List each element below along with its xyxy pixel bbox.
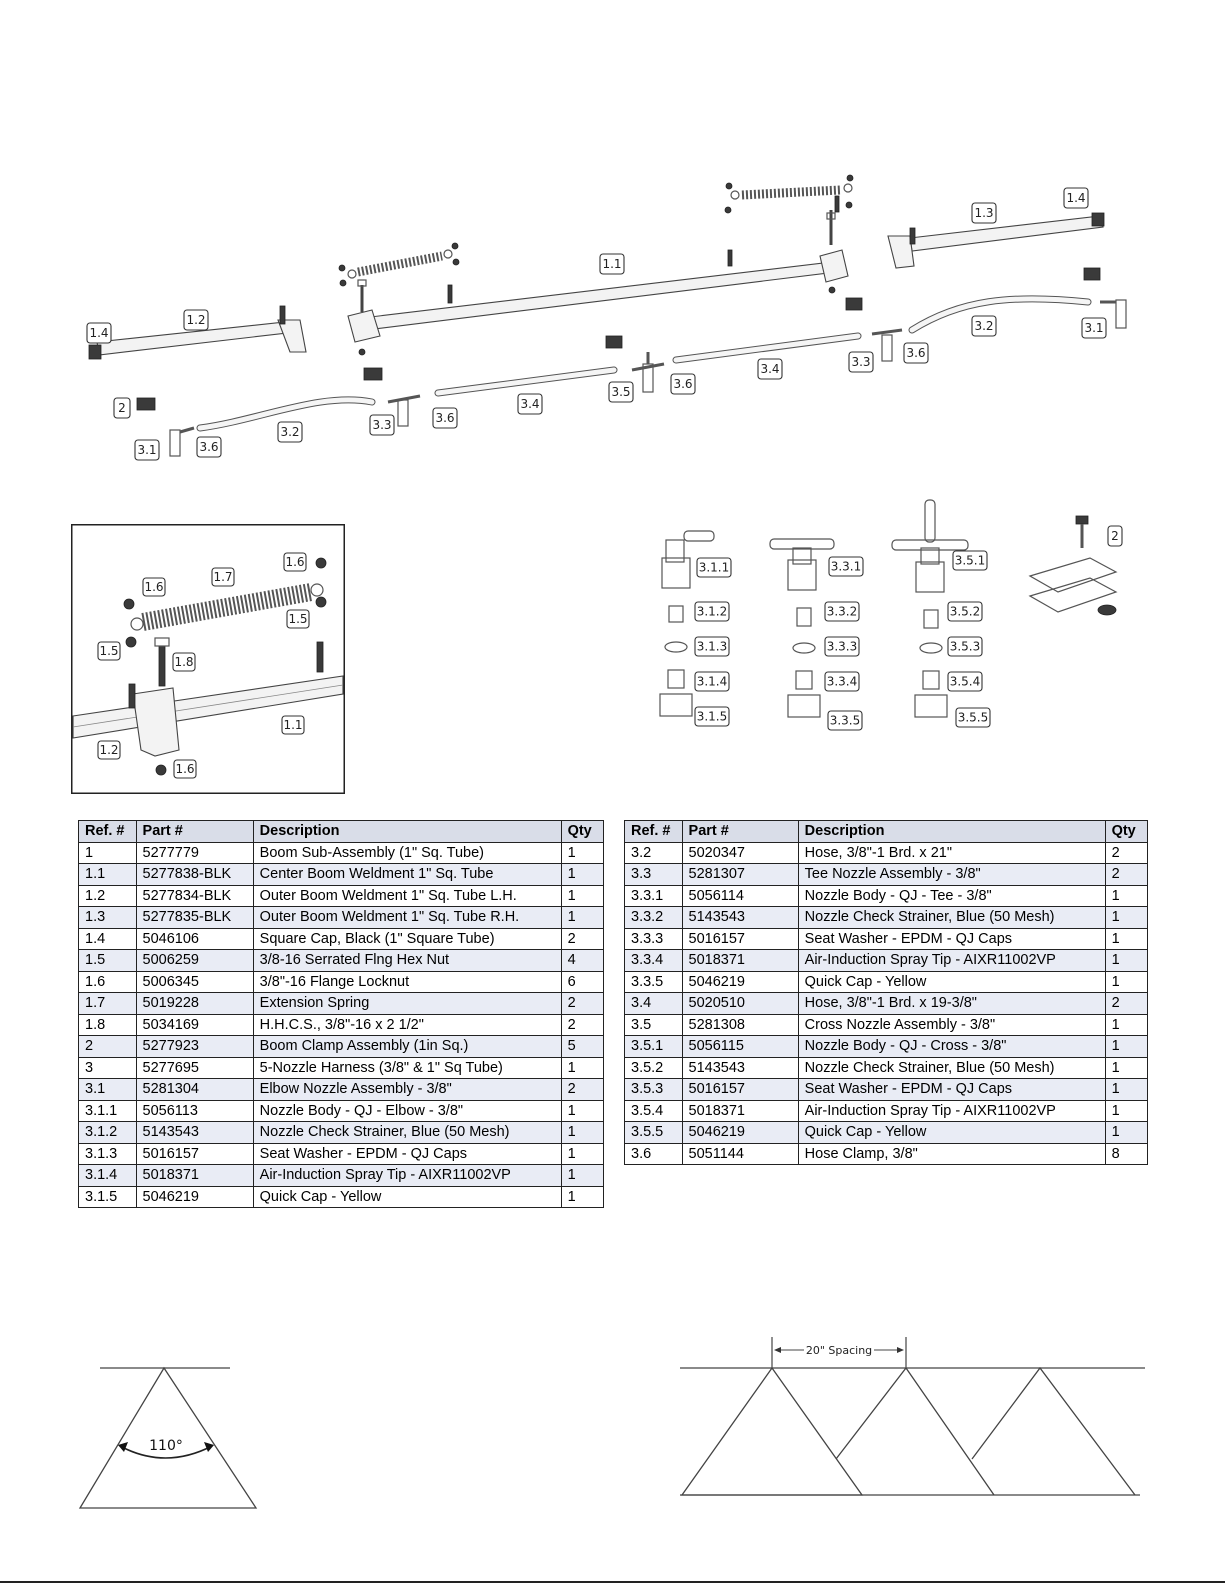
cell-ref: 3.2 bbox=[625, 842, 683, 864]
spray-angle-diagram bbox=[70, 1360, 270, 1520]
cell-part: 5018371 bbox=[136, 1165, 253, 1187]
cell-part: 5281304 bbox=[136, 1079, 253, 1101]
cell-ref: 3.3.5 bbox=[625, 971, 683, 993]
cell-description: Nozzle Body - QJ - Elbow - 3/8" bbox=[253, 1100, 561, 1122]
table-row bbox=[79, 928, 604, 950]
callout-text: 3.5.2 bbox=[949, 604, 981, 619]
cell-description: Outer Boom Weldment 1" Sq. Tube L.H. bbox=[253, 885, 561, 907]
table-row bbox=[79, 971, 604, 993]
header-description: Description bbox=[253, 821, 561, 843]
cell-part: 5056114 bbox=[682, 885, 798, 907]
callout-text: 1.2 bbox=[186, 313, 206, 327]
cell-qty: 5 bbox=[561, 1036, 603, 1058]
cell-ref: 3.3 bbox=[625, 864, 683, 886]
table-row bbox=[79, 950, 604, 972]
cell-qty: 1 bbox=[561, 907, 603, 929]
cell-qty: 8 bbox=[1105, 1143, 1147, 1165]
cell-qty: 1 bbox=[1105, 1079, 1147, 1101]
callout-text: 3.5.3 bbox=[949, 639, 981, 654]
callout-text: 3.1 bbox=[1084, 321, 1104, 335]
callout-3-2-right bbox=[972, 316, 996, 336]
callout-text: 3.4 bbox=[520, 397, 540, 411]
table-row bbox=[625, 950, 1148, 972]
callout-3-4-left bbox=[518, 394, 542, 414]
nozzle-spacing-diagram bbox=[680, 1335, 1150, 1515]
cell-part: 5051144 bbox=[682, 1143, 798, 1165]
cell-ref: 3.6 bbox=[625, 1143, 683, 1165]
callout-text: 3.1 bbox=[137, 443, 157, 457]
callout-2 bbox=[114, 398, 130, 418]
cell-description: Air-Induction Spray Tip - AIXR11002VP bbox=[253, 1165, 561, 1187]
callout-1-1 bbox=[600, 254, 624, 274]
cell-ref: 3.1.3 bbox=[79, 1143, 137, 1165]
cell-part: 5277835-BLK bbox=[136, 907, 253, 929]
detail-callout-1-6-a bbox=[143, 578, 165, 596]
cell-qty: 2 bbox=[1105, 864, 1147, 886]
callout-text: 3.3.4 bbox=[826, 674, 858, 689]
cell-ref: 3.4 bbox=[625, 993, 683, 1015]
cell-qty: 1 bbox=[561, 1143, 603, 1165]
cell-ref: 3.3.2 bbox=[625, 907, 683, 929]
nozzle-callout-3-3-3 bbox=[825, 637, 859, 656]
cell-part: 5020347 bbox=[682, 842, 798, 864]
nozzle-callout-3-1-4 bbox=[695, 672, 729, 691]
cell-ref: 3.1.2 bbox=[79, 1122, 137, 1144]
nozzle-callout-3-5-5 bbox=[956, 708, 990, 727]
cell-description: Nozzle Body - QJ - Tee - 3/8" bbox=[798, 885, 1105, 907]
cell-part: 5143543 bbox=[136, 1122, 253, 1144]
cell-qty: 2 bbox=[561, 928, 603, 950]
cell-part: 5020510 bbox=[682, 993, 798, 1015]
detail-callout-1-6-c bbox=[174, 760, 196, 778]
cell-part: 5016157 bbox=[682, 1079, 798, 1101]
cell-description: Hose, 3/8"-1 Brd. x 19-3/8" bbox=[798, 993, 1105, 1015]
cell-qty: 1 bbox=[1105, 1014, 1147, 1036]
table-row bbox=[625, 842, 1148, 864]
callout-text: 3.6 bbox=[435, 411, 455, 425]
cell-qty: 1 bbox=[1105, 971, 1147, 993]
nozzle-callout-3-5-1 bbox=[953, 551, 987, 570]
cell-qty: 1 bbox=[1105, 1036, 1147, 1058]
nozzle-callout-3-3-4 bbox=[825, 672, 859, 691]
cell-part: 5019228 bbox=[136, 993, 253, 1015]
cell-part: 5018371 bbox=[682, 1100, 798, 1122]
callout-3-1-right bbox=[1082, 318, 1106, 338]
nozzle-callout-3-5-2 bbox=[948, 602, 982, 621]
cell-part: 5006345 bbox=[136, 971, 253, 993]
header-qty: Qty bbox=[561, 821, 603, 843]
spring-detail-diagram bbox=[71, 524, 345, 794]
cell-ref: 3 bbox=[79, 1057, 137, 1079]
cell-qty: 2 bbox=[561, 993, 603, 1015]
table-header-row bbox=[625, 821, 1148, 843]
cell-qty: 1 bbox=[561, 1122, 603, 1144]
cell-ref: 3.5.2 bbox=[625, 1057, 683, 1079]
cell-part: 5046219 bbox=[682, 1122, 798, 1144]
cell-ref: 1.3 bbox=[79, 907, 137, 929]
callout-text: 3.3.1 bbox=[830, 559, 862, 574]
spacing-arrowhead-right bbox=[897, 1347, 904, 1353]
cell-ref: 3.5.4 bbox=[625, 1100, 683, 1122]
callout-text: 1.8 bbox=[174, 655, 194, 669]
table-body bbox=[625, 842, 1148, 1165]
callout-text: 3.1.5 bbox=[696, 709, 728, 724]
callout-3-3-left bbox=[370, 415, 394, 435]
nozzle-callout-3-1-2 bbox=[695, 602, 729, 621]
callout-3-3-right bbox=[849, 352, 873, 372]
callout-text: 1.2 bbox=[99, 743, 119, 757]
cell-part: 5056115 bbox=[682, 1036, 798, 1058]
nozzle-callout-3-3-1 bbox=[829, 557, 863, 576]
nozzle-callout-2 bbox=[1108, 526, 1122, 546]
cell-description: Square Cap, Black (1" Square Tube) bbox=[253, 928, 561, 950]
detail-callout-1-5-b bbox=[98, 642, 120, 660]
callout-text: 3.5.5 bbox=[957, 710, 989, 725]
cell-part: 5281307 bbox=[682, 864, 798, 886]
cell-description: Seat Washer - EPDM - QJ Caps bbox=[253, 1143, 561, 1165]
angle-arrow-right bbox=[204, 1442, 214, 1452]
callout-text: 3.1.3 bbox=[696, 639, 728, 654]
boom-clamp-parts bbox=[1030, 516, 1116, 615]
callout-text: 1.7 bbox=[213, 570, 233, 584]
cell-ref: 3.3.1 bbox=[625, 885, 683, 907]
cell-ref: 3.3.3 bbox=[625, 928, 683, 950]
table-row bbox=[625, 1014, 1148, 1036]
table-row bbox=[79, 1036, 604, 1058]
cell-qty: 1 bbox=[561, 885, 603, 907]
nozzle-callout-3-1-5 bbox=[695, 707, 729, 726]
cell-description: Elbow Nozzle Assembly - 3/8" bbox=[253, 1079, 561, 1101]
cell-description: Air-Induction Spray Tip - AIXR11002VP bbox=[798, 1100, 1105, 1122]
callout-text: 3.5.4 bbox=[949, 674, 981, 689]
cell-part: 5281308 bbox=[682, 1014, 798, 1036]
cell-part: 5016157 bbox=[136, 1143, 253, 1165]
cell-ref: 1.4 bbox=[79, 928, 137, 950]
cell-part: 5277838-BLK bbox=[136, 864, 253, 886]
cell-description: 3/8"-16 Flange Locknut bbox=[253, 971, 561, 993]
cell-ref: 3.1.1 bbox=[79, 1100, 137, 1122]
table-row bbox=[79, 1143, 604, 1165]
callout-text: 3.1.2 bbox=[696, 604, 728, 619]
table-row bbox=[79, 1186, 604, 1208]
angle-arrow-left bbox=[118, 1442, 128, 1452]
cell-ref: 3.5.5 bbox=[625, 1122, 683, 1144]
callout-text: 1.5 bbox=[288, 612, 308, 626]
table-row bbox=[625, 1100, 1148, 1122]
cell-ref: 1.7 bbox=[79, 993, 137, 1015]
cell-part: 5016157 bbox=[682, 928, 798, 950]
cell-ref: 3.3.4 bbox=[625, 950, 683, 972]
table-row bbox=[79, 885, 604, 907]
callout-3-6-c bbox=[671, 374, 695, 394]
cell-qty: 1 bbox=[1105, 1122, 1147, 1144]
cell-ref: 3.1 bbox=[79, 1079, 137, 1101]
cell-part: 5277695 bbox=[136, 1057, 253, 1079]
callout-1-4-right bbox=[1064, 188, 1088, 208]
callout-3-1-left bbox=[135, 440, 159, 460]
nozzle-callout-3-3-2 bbox=[825, 602, 859, 621]
callout-text: 1.4 bbox=[89, 326, 109, 340]
cell-ref: 1.8 bbox=[79, 1014, 137, 1036]
table-row bbox=[625, 1143, 1148, 1165]
cell-part: 5006259 bbox=[136, 950, 253, 972]
callout-text: 3.3.2 bbox=[826, 604, 858, 619]
callout-text: 3.3.3 bbox=[826, 639, 858, 654]
cell-qty: 1 bbox=[1105, 950, 1147, 972]
cell-description: Seat Washer - EPDM - QJ Caps bbox=[798, 1079, 1105, 1101]
table-row bbox=[625, 928, 1148, 950]
callout-text: 2 bbox=[1111, 529, 1119, 543]
header-ref: Ref. # bbox=[79, 821, 137, 843]
cell-description: Nozzle Check Strainer, Blue (50 Mesh) bbox=[798, 907, 1105, 929]
cell-description: Nozzle Body - QJ - Cross - 3/8" bbox=[798, 1036, 1105, 1058]
cell-description: Boom Clamp Assembly (1in Sq.) bbox=[253, 1036, 561, 1058]
cell-qty: 6 bbox=[561, 971, 603, 993]
center-boom-weldment bbox=[348, 196, 848, 342]
callout-3-5 bbox=[609, 382, 633, 402]
detail-callout-1-6-b bbox=[284, 553, 306, 571]
table-row bbox=[79, 993, 604, 1015]
cell-ref: 3.5.3 bbox=[625, 1079, 683, 1101]
cell-description: 5-Nozzle Harness (3/8" & 1" Sq Tube) bbox=[253, 1057, 561, 1079]
cell-ref: 3.1.4 bbox=[79, 1165, 137, 1187]
cell-part: 5143543 bbox=[682, 1057, 798, 1079]
cell-description: Quick Cap - Yellow bbox=[798, 971, 1105, 993]
cell-description: Hose, 3/8"-1 Brd. x 21" bbox=[798, 842, 1105, 864]
callout-3-6-a bbox=[197, 437, 221, 457]
cell-qty: 1 bbox=[561, 1100, 603, 1122]
callout-text: 1.1 bbox=[602, 257, 622, 271]
table-row bbox=[625, 993, 1148, 1015]
callout-3-2-left bbox=[278, 422, 302, 442]
callout-text: 1.6 bbox=[175, 762, 195, 776]
callout-text: 3.5 bbox=[611, 385, 631, 399]
table-row bbox=[79, 1122, 604, 1144]
hoses bbox=[200, 299, 1088, 428]
cell-qty: 1 bbox=[561, 842, 603, 864]
callout-text: 3.6 bbox=[906, 346, 926, 360]
table-row bbox=[625, 1079, 1148, 1101]
table-row bbox=[625, 1057, 1148, 1079]
spray-cone-1 bbox=[682, 1368, 862, 1495]
cell-part: 5046219 bbox=[682, 971, 798, 993]
nozzle-callout-3-5-3 bbox=[948, 637, 982, 656]
spray-angle-label: 110° bbox=[149, 1438, 183, 1454]
detail-callout-1-7 bbox=[212, 568, 234, 586]
cell-part: 5034169 bbox=[136, 1014, 253, 1036]
callout-3-6-d bbox=[904, 343, 928, 363]
cell-description: Outer Boom Weldment 1" Sq. Tube R.H. bbox=[253, 907, 561, 929]
cell-ref: 3.5.1 bbox=[625, 1036, 683, 1058]
detail-callout-1-1 bbox=[282, 716, 304, 734]
cell-part: 5056113 bbox=[136, 1100, 253, 1122]
cell-part: 5143543 bbox=[682, 907, 798, 929]
table-row bbox=[79, 1014, 604, 1036]
cell-description: Air-Induction Spray Tip - AIXR11002VP bbox=[798, 950, 1105, 972]
table-body bbox=[79, 842, 604, 1208]
cell-part: 5277834-BLK bbox=[136, 885, 253, 907]
cell-ref: 2 bbox=[79, 1036, 137, 1058]
cell-description: Hose Clamp, 3/8" bbox=[798, 1143, 1105, 1165]
callout-text: 3.5.1 bbox=[954, 553, 986, 568]
cell-qty: 1 bbox=[561, 1186, 603, 1208]
cell-description: Boom Sub-Assembly (1" Sq. Tube) bbox=[253, 842, 561, 864]
callout-text: 3.4 bbox=[760, 362, 780, 376]
cell-description: Nozzle Check Strainer, Blue (50 Mesh) bbox=[798, 1057, 1105, 1079]
callout-text: 3.2 bbox=[280, 425, 300, 439]
spray-cone-3 bbox=[972, 1368, 1135, 1495]
cell-part: 5046219 bbox=[136, 1186, 253, 1208]
callout-text: 1.5 bbox=[99, 644, 119, 658]
cell-part: 5277779 bbox=[136, 842, 253, 864]
nozzle-exploded-diagram bbox=[650, 498, 1150, 748]
table-row bbox=[79, 842, 604, 864]
cell-qty: 1 bbox=[561, 1165, 603, 1187]
cell-part: 5018371 bbox=[682, 950, 798, 972]
table-header-row bbox=[79, 821, 604, 843]
table-row bbox=[79, 1100, 604, 1122]
callout-1-4-left bbox=[87, 323, 111, 343]
header-ref: Ref. # bbox=[625, 821, 683, 843]
spacing-arrowhead-left bbox=[774, 1347, 781, 1353]
callout-text: 3.6 bbox=[199, 440, 219, 454]
cell-qty: 2 bbox=[561, 1014, 603, 1036]
callout-text: 2 bbox=[118, 401, 126, 415]
table-row bbox=[625, 1122, 1148, 1144]
parts-table-left bbox=[78, 820, 604, 1208]
cell-description: Seat Washer - EPDM - QJ Caps bbox=[798, 928, 1105, 950]
table-row bbox=[625, 971, 1148, 993]
cell-description: Tee Nozzle Assembly - 3/8" bbox=[798, 864, 1105, 886]
callout-3-6-b bbox=[433, 408, 457, 428]
cell-qty: 2 bbox=[1105, 842, 1147, 864]
cell-qty: 1 bbox=[561, 1057, 603, 1079]
callout-text: 1.4 bbox=[1066, 191, 1086, 205]
header-part: Part # bbox=[682, 821, 798, 843]
callout-text: 1.6 bbox=[144, 580, 164, 594]
nozzle-callout-3-5-4 bbox=[948, 672, 982, 691]
detail-callout-1-2 bbox=[98, 741, 120, 759]
page-bottom-rule bbox=[0, 1581, 1225, 1583]
tee-nozzle-parts bbox=[770, 539, 834, 717]
cell-description: Quick Cap - Yellow bbox=[798, 1122, 1105, 1144]
cell-description: Center Boom Weldment 1" Sq. Tube bbox=[253, 864, 561, 886]
cell-qty: 1 bbox=[1105, 1100, 1147, 1122]
cell-description: Nozzle Check Strainer, Blue (50 Mesh) bbox=[253, 1122, 561, 1144]
table-row bbox=[625, 885, 1148, 907]
cell-qty: 1 bbox=[1105, 928, 1147, 950]
cell-qty: 4 bbox=[561, 950, 603, 972]
callout-text: 1.6 bbox=[285, 555, 305, 569]
cell-description: Quick Cap - Yellow bbox=[253, 1186, 561, 1208]
table-row bbox=[79, 1057, 604, 1079]
callout-1-3 bbox=[972, 203, 996, 223]
table-row bbox=[79, 864, 604, 886]
cell-qty: 1 bbox=[1105, 885, 1147, 907]
cell-description: 3/8-16 Serrated Flng Hex Nut bbox=[253, 950, 561, 972]
parts-table-right bbox=[624, 820, 1148, 1165]
cell-ref: 1.6 bbox=[79, 971, 137, 993]
table-row bbox=[625, 1036, 1148, 1058]
table-row bbox=[79, 1165, 604, 1187]
callout-3-4-right bbox=[758, 359, 782, 379]
callout-text: 1.3 bbox=[974, 206, 994, 220]
cell-ref: 3.5 bbox=[625, 1014, 683, 1036]
callout-text: 3.3 bbox=[372, 418, 392, 432]
callout-text: 1.1 bbox=[283, 718, 303, 732]
extension-spring-right bbox=[725, 175, 853, 213]
nozzle-callout-3-1-1 bbox=[697, 558, 731, 577]
cell-qty: 1 bbox=[1105, 907, 1147, 929]
spacing-label: 20" Spacing bbox=[805, 1344, 873, 1357]
callout-text: 3.3.5 bbox=[829, 713, 861, 728]
nozzle-callout-3-1-3 bbox=[695, 637, 729, 656]
cell-qty: 1 bbox=[561, 864, 603, 886]
exploded-boom-diagram bbox=[0, 170, 1225, 470]
extension-spring-left bbox=[339, 243, 459, 286]
cell-qty: 2 bbox=[1105, 993, 1147, 1015]
callout-text: 3.6 bbox=[673, 377, 693, 391]
table-row bbox=[79, 1079, 604, 1101]
header-part: Part # bbox=[136, 821, 253, 843]
callout-text: 3.1.1 bbox=[698, 560, 730, 575]
table-row bbox=[79, 907, 604, 929]
callout-text: 3.3 bbox=[851, 355, 871, 369]
cell-part: 5277923 bbox=[136, 1036, 253, 1058]
cell-description: Extension Spring bbox=[253, 993, 561, 1015]
bolts-center bbox=[358, 210, 835, 355]
cell-description: Cross Nozzle Assembly - 3/8" bbox=[798, 1014, 1105, 1036]
spray-cone-2 bbox=[836, 1368, 994, 1495]
cell-ref: 1.5 bbox=[79, 950, 137, 972]
cell-ref: 1 bbox=[79, 842, 137, 864]
cell-qty: 1 bbox=[1105, 1057, 1147, 1079]
nozzle-callout-3-3-5 bbox=[828, 711, 862, 730]
cell-qty: 2 bbox=[561, 1079, 603, 1101]
table-row bbox=[625, 907, 1148, 929]
callout-text: 3.2 bbox=[974, 319, 994, 333]
table-row bbox=[625, 864, 1148, 886]
cell-description: H.H.C.S., 3/8"-16 x 2 1/2" bbox=[253, 1014, 561, 1036]
cell-ref: 1.2 bbox=[79, 885, 137, 907]
callout-text: 3.1.4 bbox=[696, 674, 728, 689]
cell-ref: 1.1 bbox=[79, 864, 137, 886]
header-description: Description bbox=[798, 821, 1105, 843]
header-qty: Qty bbox=[1105, 821, 1147, 843]
detail-callout-1-5-a bbox=[287, 610, 309, 628]
cell-ref: 3.1.5 bbox=[79, 1186, 137, 1208]
cell-part: 5046106 bbox=[136, 928, 253, 950]
detail-callout-1-8 bbox=[173, 653, 195, 671]
callout-1-2 bbox=[184, 310, 208, 330]
